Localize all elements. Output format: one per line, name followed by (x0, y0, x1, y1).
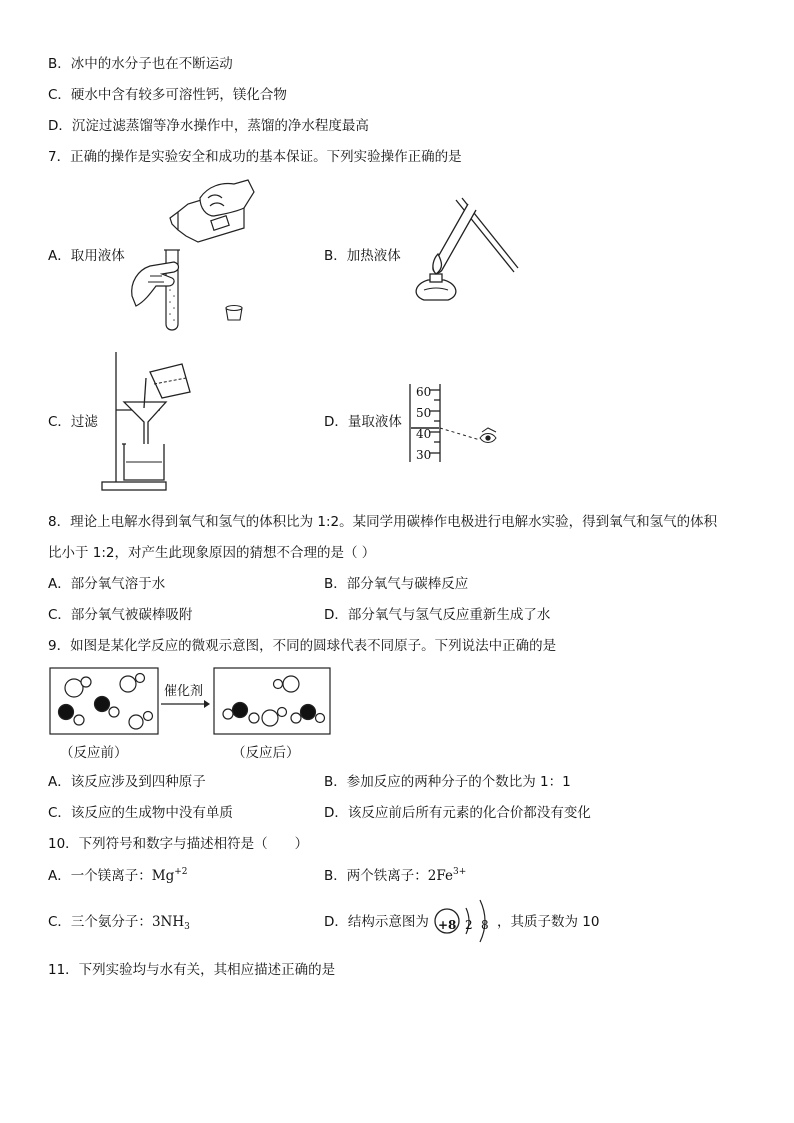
q6-option-d: D．沉淀过滤蒸馏等净水操作中，蒸馏的净水程度最高 (48, 118, 369, 134)
q7-stem: 7．正确的操作是实验安全和成功的基本保证。下列实验操作正确的是 (48, 149, 462, 165)
q6-option-c: C．硬水中含有较多可溶性钙，镁化合物 (48, 87, 287, 103)
atom-nucleus-charge: +8 (438, 918, 457, 932)
q8-stem-line2: 比小于 1:2，对产生此现象原因的猜想不合理的是（ ） (48, 545, 376, 561)
cylinder-tick-60: 60 (416, 385, 432, 399)
q9-stem: 9．如图是某化学反应的微观示意图，不同的圆球代表不同原子。下列说法中正确的是 (48, 638, 557, 654)
cylinder-tick-30: 30 (416, 448, 432, 462)
atom-shell-1: 2 (465, 918, 473, 932)
catalyst-label: 催化剂 (164, 684, 204, 699)
q11-stem: 11．下列实验均与水有关，其相应描述正确的是 (48, 962, 336, 978)
q10-option-b-text: B．两个铁离子： (324, 868, 428, 884)
q10-option-c-formula: 3NH (151, 914, 185, 930)
cylinder-tick-50: 50 (416, 406, 432, 420)
q10-option-c-text: C．三个氨分子： (48, 914, 152, 930)
heating-liquid-illustration (404, 196, 520, 306)
q10-option-a-formula: Mg (151, 868, 175, 884)
q10-option-d-text: D．结构示意图为 (324, 914, 429, 930)
filtration-illustration (98, 348, 194, 494)
q10-option-b-formula: 2Fe (427, 868, 453, 884)
q10-option-a (48, 867, 188, 885)
q10-option-c-subscript: 3 (184, 922, 190, 932)
q10-option-d-after: ，其质子数为 10 (497, 914, 600, 930)
q10-option-a-charge: +2 (174, 867, 188, 877)
q7-option-b: B．加热液体 (324, 248, 401, 264)
q10-stem: 10．下列符号和数字与描述相符是（ ） (48, 836, 309, 852)
q7-option-c: C．过滤 (48, 414, 98, 430)
q9-option-b: B．参加反应的两种分子的个数比为 1：1 (324, 774, 571, 790)
q10-option-a-text: A．一个镁离子： (48, 868, 152, 884)
q9-option-d: D．该反应前后所有元素的化合价都没有变化 (324, 805, 591, 821)
q10-option-c (48, 913, 190, 931)
q9-option-a: A．该反应涉及到四种原子 (48, 774, 206, 790)
q7-option-d: D．量取液体 (324, 414, 402, 430)
reaction-diagram (48, 666, 332, 738)
q10-option-b (324, 867, 466, 885)
q10-option-b-charge: 3+ (452, 867, 467, 877)
q8-stem-line1: 8．理论上电解水得到氧气和氢气的体积比为 1:2。某同学用碳棒作电极进行电解水实验，得到氧气和氢气的体积 (48, 514, 718, 530)
q8-option-c: C．部分氧气被碳棒吸附 (48, 607, 193, 623)
q8-option-a: A．部分氧气溶于水 (48, 576, 166, 592)
q8-option-b: B．部分氧气与碳棒反应 (324, 576, 469, 592)
q7-option-a: A．取用液体 (48, 248, 125, 264)
after-label: （反应后） (232, 745, 300, 761)
q8-option-d: D．部分氧气与氢气反应重新生成了水 (324, 607, 551, 623)
cylinder-tick-40: 40 (416, 427, 432, 441)
liquid-pouring-illustration (126, 178, 256, 334)
q6-option-b: B．冰中的水分子也在不断运动 (48, 56, 233, 72)
q9-option-c: C．该反应的生成物中没有单质 (48, 805, 233, 821)
before-label: （反应前） (60, 745, 128, 761)
atom-shell-2: 8 (481, 918, 489, 932)
